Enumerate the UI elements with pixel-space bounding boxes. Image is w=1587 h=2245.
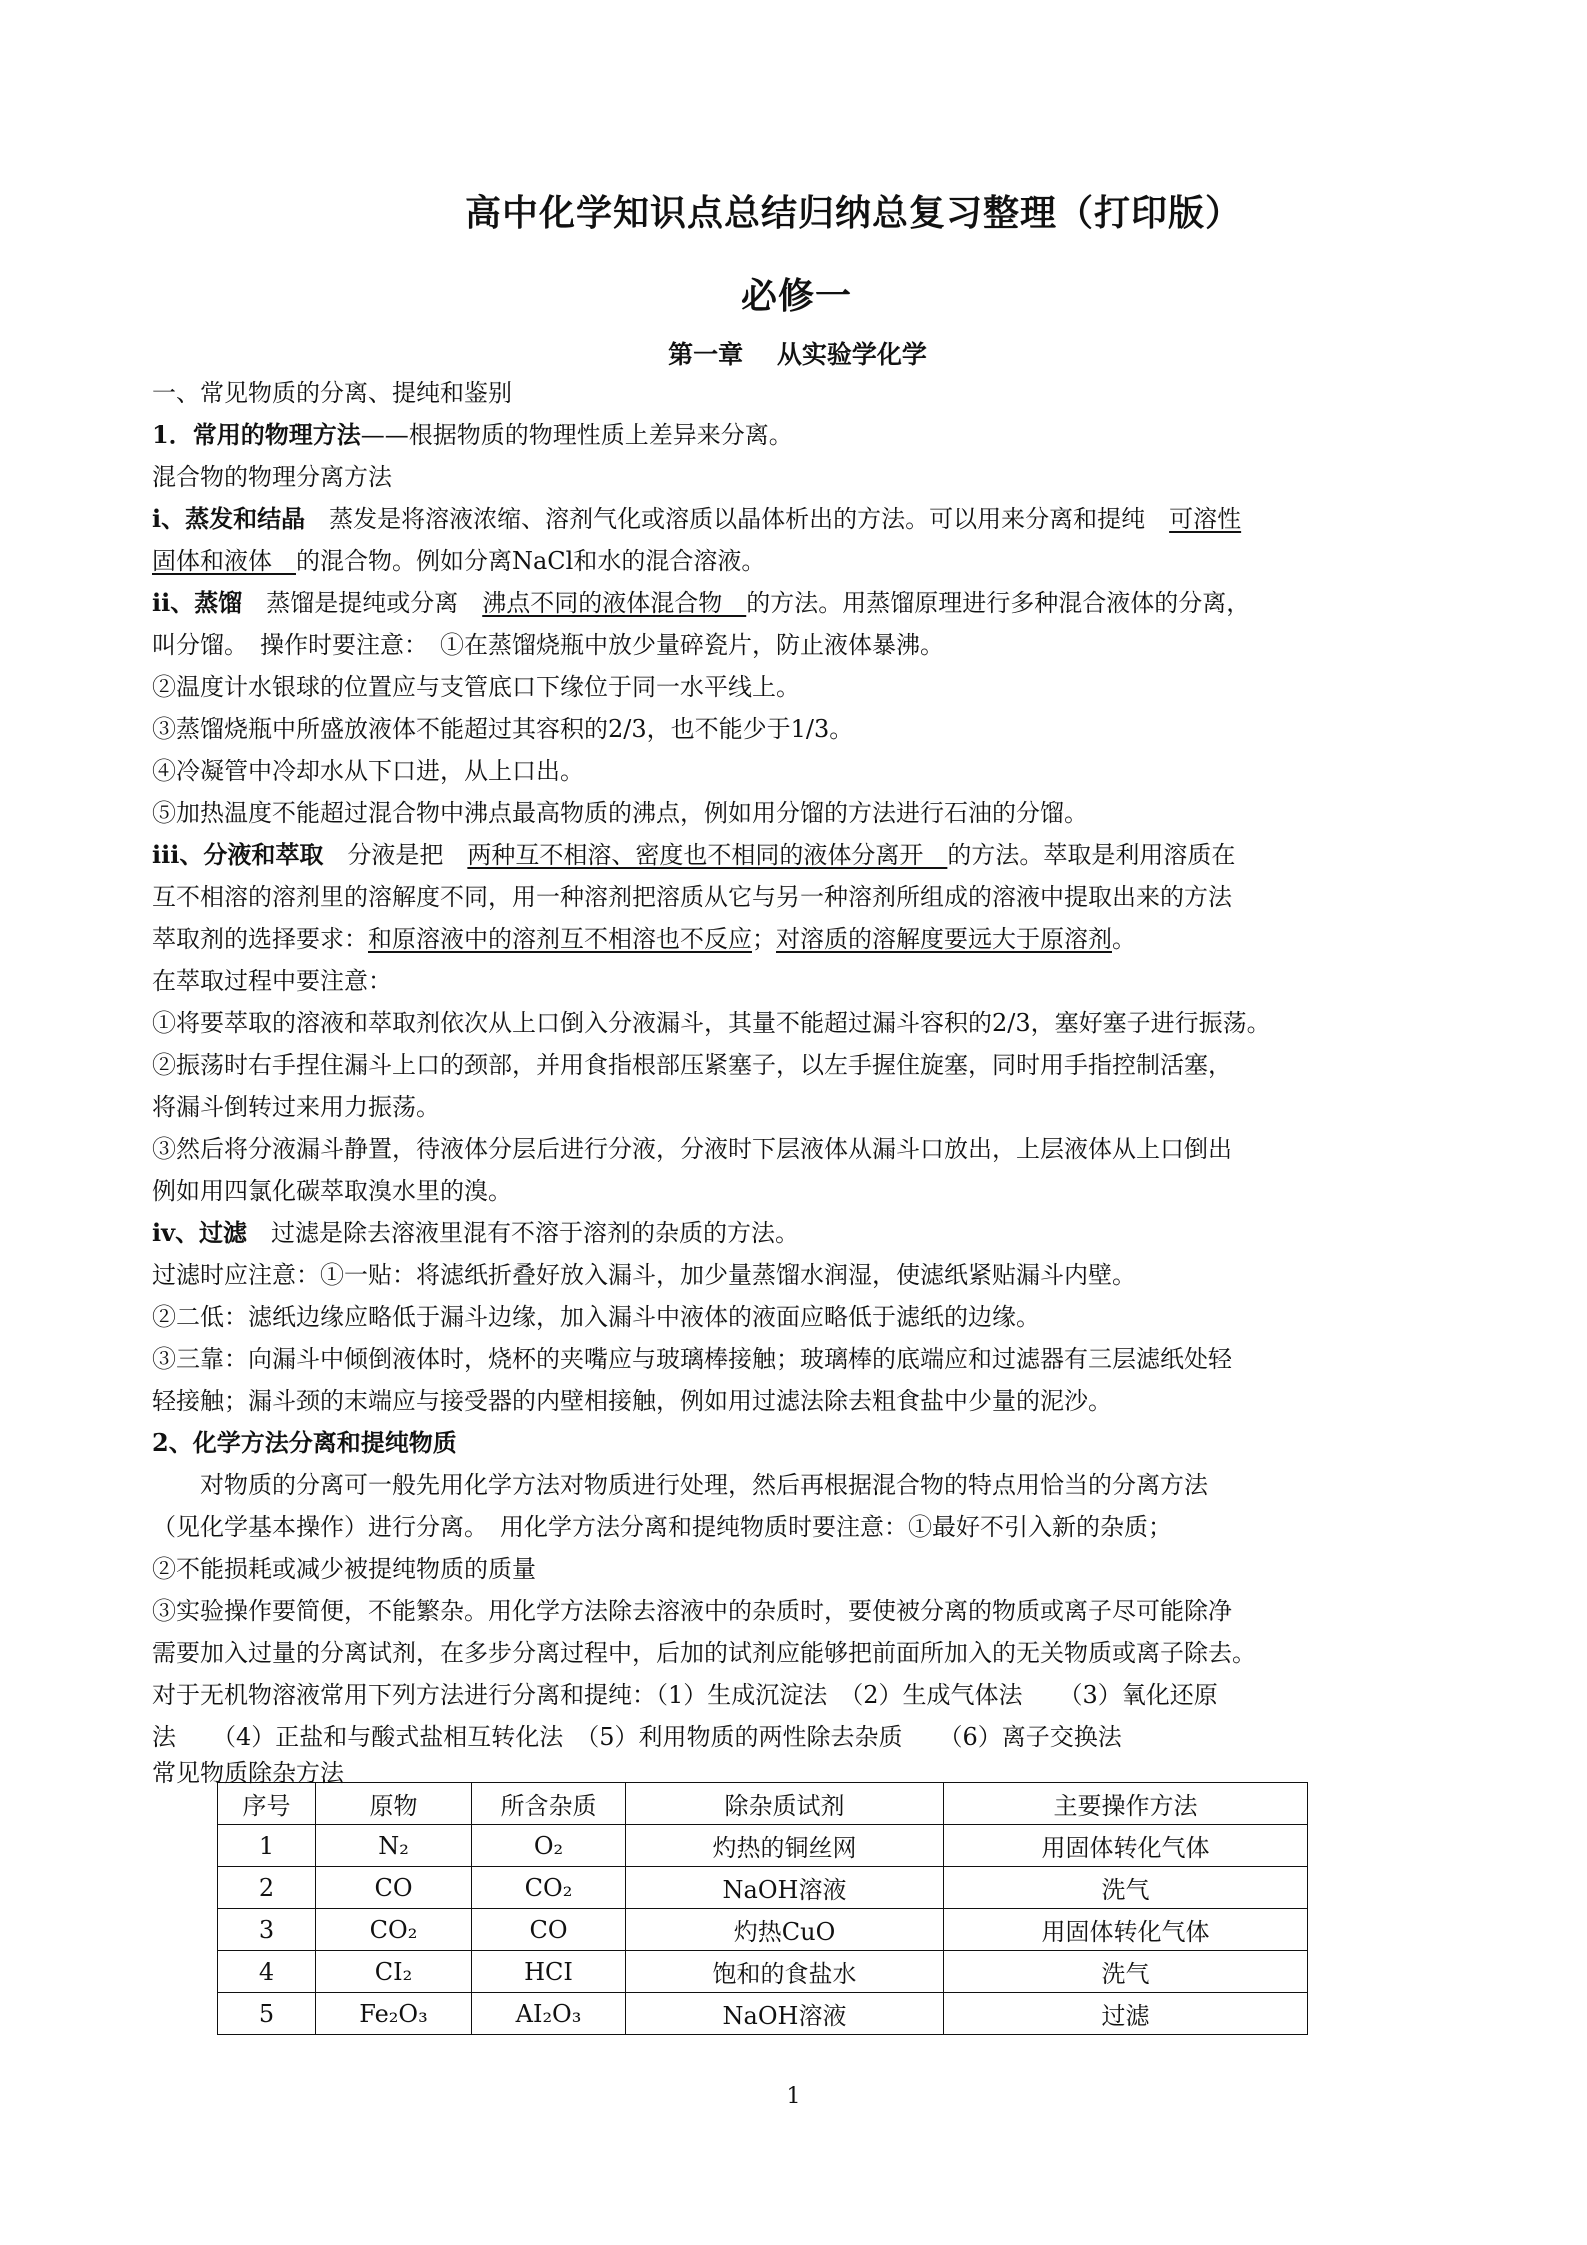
item-evaporation: i、蒸发和结晶 蒸发是将溶液浓缩、溶剂气化或溶质以晶体析出的方法。可以用来分离和提纯 可溶性 [152, 504, 1242, 533]
text-line: 叫分馏。 操作时要注意： ①在蒸馏烧瓶中放少量碎瓷片，防止液体暴沸。 [152, 631, 944, 659]
text-line: 互不相溶的溶剂里的溶解度不同，用一种溶剂把溶质从它与另一种溶剂所组成的溶液中提取出来的方法 [152, 883, 1232, 911]
table-cell: 5 [218, 1993, 316, 2035]
table-cell: NaOH溶液 [626, 1867, 944, 1909]
table-cell: 灼热的铜丝网 [626, 1825, 944, 1867]
text-line: 过滤时应注意：①一贴：将滤纸折叠好放入漏斗，加少量蒸馏水润湿，使滤纸紧贴漏斗内壁。 [152, 1261, 1136, 1289]
text-line: 法 （4）正盐和与酸式盐相互转化法 （5）利用物质的两性除去杂质 （6）离子交换法 [152, 1723, 1122, 1751]
text-line: ④冷凝管中冷却水从下口进，从上口出。 [152, 757, 584, 785]
table-cell: 4 [218, 1951, 316, 1993]
text-line: ③实验操作要简便，不能繁杂。用化学方法除去溶液中的杂质时，要使被分离的物质或离子尽可能除净 [152, 1597, 1232, 1625]
text-line: 轻接触；漏斗颈的末端应与接受器的内壁相接触，例如用过滤法除去粗食盐中少量的泥沙。 [152, 1387, 1112, 1415]
header-cell: 序号 [218, 1783, 316, 1825]
table-cell: AI₂O₃ [472, 1993, 626, 2035]
text-line: ①将要萃取的溶液和萃取剂依次从上口倒入分液漏斗，其量不能超过漏斗容积的2/3，塞好塞子进行振荡。 [152, 1009, 1271, 1037]
impurity-removal-table [217, 1782, 1308, 2035]
text-line: ③然后将分液漏斗静置，待液体分层后进行分液，分液时下层液体从漏斗口放出，上层液体从上口倒出 [152, 1135, 1232, 1163]
text-line: 将漏斗倒转过来用力振荡。 [152, 1093, 440, 1121]
table-cell: O₂ [472, 1825, 626, 1867]
table-cell: Fe₂O₃ [316, 1993, 472, 2035]
text-line: 对物质的分离可一般先用化学方法对物质进行处理，然后再根据混合物的特点用恰当的分离方法 [200, 1471, 1208, 1499]
document-title: 高中化学知识点总结归纳总复习整理（打印版） [464, 192, 1242, 234]
table-row [218, 1993, 1308, 2035]
text-line: ③蒸馏烧瓶中所盛放液体不能超过其容积的2/3，也不能少于1/3。 [152, 715, 854, 743]
text-line: 混合物的物理分离方法 [152, 463, 392, 491]
table-cell: 1 [218, 1825, 316, 1867]
chapter-title: 第一章 从实验学化学 [668, 340, 927, 369]
text-line: 在萃取过程中要注意： [152, 967, 392, 995]
text-line: ③三靠：向漏斗中倾倒液体时，烧杯的夹嘴应与玻璃棒接触；玻璃棒的底端应和过滤器有三层滤纸处轻 [152, 1345, 1232, 1373]
table-row [218, 1951, 1308, 1993]
table-cell: 过滤 [944, 1993, 1308, 2035]
text-line: ②振荡时右手捏住漏斗上口的颈部，并用食指根部压紧塞子，以左手握住旋塞，同时用手指控制活塞， [152, 1051, 1232, 1079]
text-line: （见化学基本操作）进行分离。 用化学方法分离和提纯物质时要注意：①最好不引入新的杂质； [152, 1513, 1172, 1541]
table-cell: 用固体转化气体 [944, 1825, 1308, 1867]
item-distillation: ii、蒸馏 蒸馏是提纯或分离 沸点不同的液体混合物 的方法。用蒸馏原理进行多种混合液体的分离， [152, 588, 1251, 617]
text-line: 需要加入过量的分离试剂，在多步分离过程中，后加的试剂应能够把前面所加入的无关物质或离子除去。 [152, 1639, 1256, 1667]
table-row [218, 1867, 1308, 1909]
text-line: ②不能损耗或减少被提纯物质的质量 [152, 1555, 536, 1583]
table-row [218, 1825, 1308, 1867]
text-line: 固体和液体 的混合物。例如分离NaCl和水的混合溶液。 [152, 547, 766, 575]
header-cell: 原物 [316, 1783, 472, 1825]
table-cell: 用固体转化气体 [944, 1909, 1308, 1951]
table-cell: CI₂ [316, 1951, 472, 1993]
item-filtration: iv、过滤 过滤是除去溶液里混有不溶于溶剂的杂质的方法。 [152, 1218, 800, 1247]
text-line: 对于无机物溶液常用下列方法进行分离和提纯：（1）生成沉淀法 （2）生成气体法 （3）氧化还原 [152, 1681, 1218, 1709]
section-heading: 一、常见物质的分离、提纯和鉴别 [152, 379, 512, 407]
page-number: 1 [786, 2084, 801, 2109]
table-cell: CO [316, 1867, 472, 1909]
table-row [218, 1909, 1308, 1951]
text-line: 萃取剂的选择要求：和原溶液中的溶剂互不相溶也不反应；对溶质的溶解度要远大于原溶剂。 [152, 925, 1136, 953]
table-cell: CO₂ [472, 1867, 626, 1909]
header-cell: 主要操作方法 [944, 1783, 1308, 1825]
subsection-chemical-methods: 2、化学方法分离和提纯物质 [152, 1428, 457, 1457]
table-cell: 灼热CuO [626, 1909, 944, 1951]
header-cell: 所含杂质 [472, 1783, 626, 1825]
table-cell: CO₂ [316, 1909, 472, 1951]
table-cell: 洗气 [944, 1951, 1308, 1993]
table-header-row [218, 1783, 1308, 1825]
header-cell: 除杂质试剂 [626, 1783, 944, 1825]
book-title: 必修一 [740, 275, 852, 317]
table-cell: NaOH溶液 [626, 1993, 944, 2035]
text-line: ⑤加热温度不能超过混合物中沸点最高物质的沸点，例如用分馏的方法进行石油的分馏。 [152, 799, 1088, 827]
table-cell: 饱和的食盐水 [626, 1951, 944, 1993]
table-cell: N₂ [316, 1825, 472, 1867]
subsection-physical-methods: 1．常用的物理方法——根据物质的物理性质上差异来分离。 [152, 420, 793, 449]
table-cell: 洗气 [944, 1867, 1308, 1909]
table-caption: 常见物质除杂方法 [152, 1759, 344, 1787]
table-cell: HCI [472, 1951, 626, 1993]
table-cell: 3 [218, 1909, 316, 1951]
table-cell: 2 [218, 1867, 316, 1909]
text-line: ②二低：滤纸边缘应略低于漏斗边缘，加入漏斗中液体的液面应略低于滤纸的边缘。 [152, 1303, 1040, 1331]
text-line: ②温度计水银球的位置应与支管底口下缘位于同一水平线上。 [152, 673, 800, 701]
table-cell: CO [472, 1909, 626, 1951]
item-extraction: iii、分液和萃取 分液是把 两种互不相溶、密度也不相同的液体分离开 的方法。萃取是利用溶质在 [152, 840, 1236, 869]
text-line: 例如用四氯化碳萃取溴水里的溴。 [152, 1177, 512, 1205]
